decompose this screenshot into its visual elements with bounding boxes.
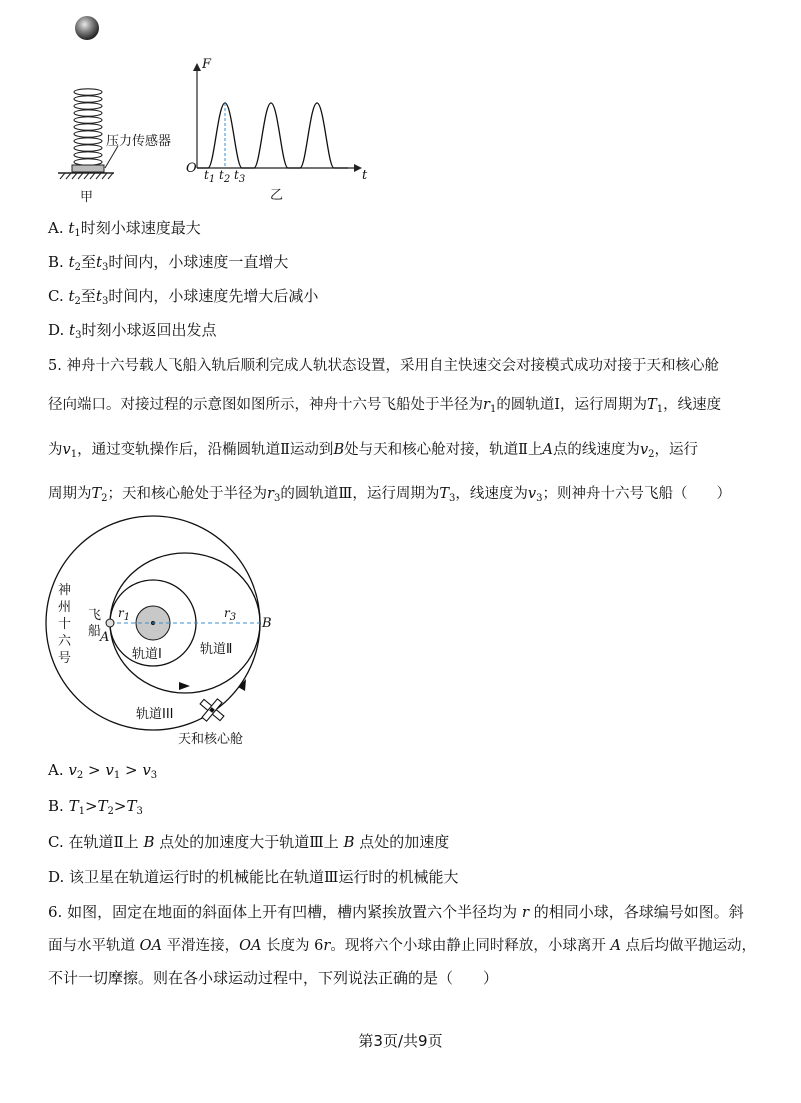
q4-c-sub: 2 — [74, 296, 81, 307]
t3-var: t — [234, 168, 239, 182]
q5-l2-b: 的圆轨道Ⅰ，运行周期为 — [496, 397, 648, 413]
q4-b-prefix: B. — [48, 253, 69, 271]
q5-b-s2: 2 — [107, 806, 114, 817]
q5-l3-A: A — [542, 442, 553, 458]
q4-c-var: t — [68, 287, 75, 305]
q5-c-B1: B — [143, 833, 155, 851]
axis-f-label: F — [202, 57, 212, 72]
q4-a-var: t — [68, 219, 75, 237]
r1-label — [118, 606, 131, 623]
q5-c-mid: 点处的加速度大于轨道Ⅲ上 — [154, 833, 344, 851]
q4-c-var2: t — [95, 287, 102, 305]
q6-line-1 — [48, 902, 744, 922]
q4-b-sub2: 3 — [102, 262, 109, 273]
pressure-sensor-icon — [72, 165, 104, 172]
q4-option-a — [48, 218, 201, 238]
q5-l2-r: r — [483, 397, 490, 413]
q6-l2-A: A — [610, 938, 621, 954]
q5-l3-v: v — [62, 442, 71, 458]
axis-t-label: t — [362, 168, 368, 183]
q4-option-d — [48, 320, 216, 340]
q5-a-s2: 2 — [76, 770, 84, 781]
q4-option-c — [48, 286, 318, 306]
origin-label: O — [186, 161, 197, 176]
q5-a-v2: v — [68, 761, 77, 779]
q5-line-4 — [48, 484, 731, 504]
r3-sub: 3 — [229, 612, 237, 623]
q4-d-text: 时刻小球返回出发点 — [81, 321, 217, 339]
q5-l2-a: 径向端口。对接过程的示意图如图所示，神舟十六号飞船处于半径为 — [48, 397, 483, 413]
spring-sensor-figure — [50, 10, 200, 200]
orbit-arrow-outer — [238, 679, 246, 691]
q5-l4-r3sub: 3 — [273, 493, 281, 504]
point-a-label: A — [100, 630, 110, 645]
t3-sub: 3 — [238, 174, 246, 185]
q5-c-B2: B — [343, 833, 355, 851]
r1-sub: 1 — [123, 612, 131, 623]
q6-l2-c: 长度为 6 — [261, 938, 324, 954]
q5-b-s1: 1 — [78, 806, 85, 817]
q5-l3-a: 为 — [48, 442, 63, 458]
q5-option-b — [48, 796, 143, 816]
q5-l4-T2sub: 2 — [101, 493, 108, 504]
t3-label — [234, 168, 246, 185]
spaceship-icon — [106, 619, 114, 627]
q5-l4-T3sub: 3 — [449, 493, 456, 504]
station-label: 天和核心舱 — [178, 732, 244, 747]
q5-l2-Tsub: 1 — [656, 404, 664, 415]
q6-l2-b: 平滑连接， — [161, 938, 240, 954]
q6-l1-b: 的相同小球，各球编号如图。斜 — [529, 903, 744, 921]
q6-l2-r: r — [323, 938, 331, 954]
space-station-icon — [194, 692, 229, 727]
q5-a-s1: 1 — [113, 770, 121, 781]
q5-a-v3: v — [142, 761, 151, 779]
q5-l3-v2sub: 2 — [648, 449, 655, 460]
q5-l4-r3: r — [267, 486, 274, 502]
q5-b-T3: T — [126, 797, 137, 815]
yi-label: 乙 — [270, 188, 284, 203]
force-curve — [197, 103, 348, 168]
q4-b-text: 时间内，小球速度一直增大 — [108, 253, 289, 271]
q4-d-prefix: D. — [48, 321, 70, 339]
q5-l2-rsub: 1 — [489, 404, 497, 415]
q4-a-text: 时刻小球速度最大 — [80, 219, 201, 237]
q5-line-1: 5. 神舟十六号载人飞船入轨后顺利完成人轨状态设置，采用自主快速交会对接模式成功对接于天和核心舱 — [48, 358, 719, 374]
q4-d-sub: 3 — [75, 330, 82, 341]
t1-var: t — [204, 168, 209, 182]
side-char: 十 — [58, 617, 72, 632]
q5-line-3 — [48, 440, 698, 460]
q5-l4-a: 周期为 — [48, 486, 92, 502]
q5-b-gt2: > — [113, 797, 127, 815]
q5-a-prefix: A. — [48, 761, 69, 779]
q5-l4-b: ；天和核心舱处于半径为 — [107, 486, 268, 502]
q5-b-gt: > — [84, 797, 98, 815]
q6-l2-OA: OA — [139, 938, 162, 954]
side-char: 神 — [58, 583, 72, 598]
side-char: 号 — [58, 651, 72, 666]
q5-l3-c: 处与天和核心舱对接，轨道Ⅱ上 — [344, 442, 543, 458]
orbit-arrow — [179, 682, 190, 690]
q5-a-v1: v — [105, 761, 114, 779]
q4-b-var2: t — [95, 253, 103, 271]
q6-l2-OA2: OA — [239, 938, 262, 954]
q4-b-mid: 至 — [80, 253, 96, 271]
side-char: 六 — [58, 634, 72, 649]
t1-sub: 1 — [208, 174, 216, 185]
r3-label — [224, 606, 237, 623]
page-footer: 第3页/共9页 — [358, 1032, 443, 1050]
t2-sub: 2 — [223, 174, 231, 185]
orbit-three-label: 轨道III — [136, 707, 174, 722]
q5-a-gt: > — [83, 761, 106, 779]
q5-l4-c: 的圆轨道Ⅲ，运行周期为 — [280, 486, 440, 502]
q4-b-var: t — [68, 253, 75, 271]
t1-label — [204, 168, 216, 185]
q5-l3-B: B — [333, 442, 345, 458]
q5-l4-v3: v — [527, 486, 537, 502]
ball-icon — [75, 16, 99, 40]
orbit-two-label: 轨道Ⅱ — [200, 642, 233, 657]
ship-char: 船 — [88, 624, 102, 639]
jia-label: 甲 — [80, 190, 94, 205]
q4-d-var: t — [69, 321, 76, 339]
q5-l3-vsub: 1 — [70, 449, 78, 460]
q5-l4-d: ，线速度为 — [455, 486, 528, 502]
q4-c-text: 时间内，小球速度先增大后减小 — [108, 287, 319, 305]
q5-l4-T3: T — [439, 486, 450, 502]
q6-l1-r: r — [521, 903, 530, 921]
q4-c-prefix: C. — [48, 287, 69, 305]
ship-char: 飞 — [88, 608, 102, 623]
q5-l4-T2: T — [91, 486, 102, 502]
q4-c-mid: 至 — [80, 287, 96, 305]
q5-c-prefix: C. 在轨道Ⅱ上 — [48, 833, 144, 851]
q5-l4-e: ；则神舟十六号飞船（ ） — [542, 486, 731, 502]
side-char: 州 — [58, 600, 72, 615]
q5-a-s3: 3 — [150, 770, 158, 781]
q6-line-2 — [48, 936, 756, 956]
q5-b-T2: T — [97, 797, 108, 815]
t2-label — [219, 168, 231, 185]
q5-option-c — [48, 832, 449, 852]
q5-option-d: D. 该卫星在轨道运行时的机械能比在轨道Ⅲ运行时的机械能大 — [48, 868, 459, 886]
q5-l2-T: T — [647, 397, 657, 413]
sensor-label: 压力传感器 — [106, 134, 172, 149]
orbit-one-label: 轨道Ⅰ — [132, 647, 162, 662]
q6-line-3: 不计一切摩擦。则在各小球运动过程中，下列说法正确的是（ ） — [48, 969, 499, 987]
q4-b-sub: 2 — [74, 262, 81, 273]
q5-l2-c: ，线速度 — [663, 397, 722, 413]
q5-a-gt2: > — [120, 761, 143, 779]
q4-c-sub2: 3 — [101, 296, 109, 307]
r3-var: r — [224, 606, 230, 620]
q5-l3-v2: v — [639, 442, 649, 458]
q6-l2-a: 面与水平轨道 — [48, 938, 140, 954]
q6-l2-d: 。现将六个小球由静止同时释放，小球离开 — [330, 938, 611, 954]
q5-option-a — [48, 760, 157, 780]
shenzhou-side-label — [58, 582, 74, 667]
point-b-label: B — [262, 616, 272, 631]
q5-l3-e: ，运行 — [654, 442, 699, 458]
t2-var: t — [219, 168, 224, 182]
q5-l4-v3sub: 3 — [536, 493, 543, 504]
q4-a-prefix: A. — [48, 219, 69, 237]
q5-b-s3: 3 — [136, 806, 143, 817]
q4-option-b — [48, 252, 288, 272]
q5-l3-b: ，通过变轨操作后，沿椭圆轨道Ⅱ运动到 — [77, 442, 334, 458]
q5-l3-d: 点的线速度为 — [552, 442, 640, 458]
q4-a-sub: 1 — [74, 228, 81, 239]
spring-icon — [74, 89, 102, 165]
q6-l1-a: 6. 如图，固定在地面的斜面体上开有凹槽，槽内紧挨放置六个半径均为 — [48, 903, 522, 921]
r1-var: r — [118, 606, 124, 620]
q5-c-end: 点处的加速度 — [354, 833, 450, 851]
q5-b-prefix: B. — [48, 797, 69, 815]
q5-line-2 — [48, 395, 721, 415]
q5-b-T1: T — [68, 797, 79, 815]
q6-l2-e: 点后均做平抛运动， — [620, 938, 757, 954]
